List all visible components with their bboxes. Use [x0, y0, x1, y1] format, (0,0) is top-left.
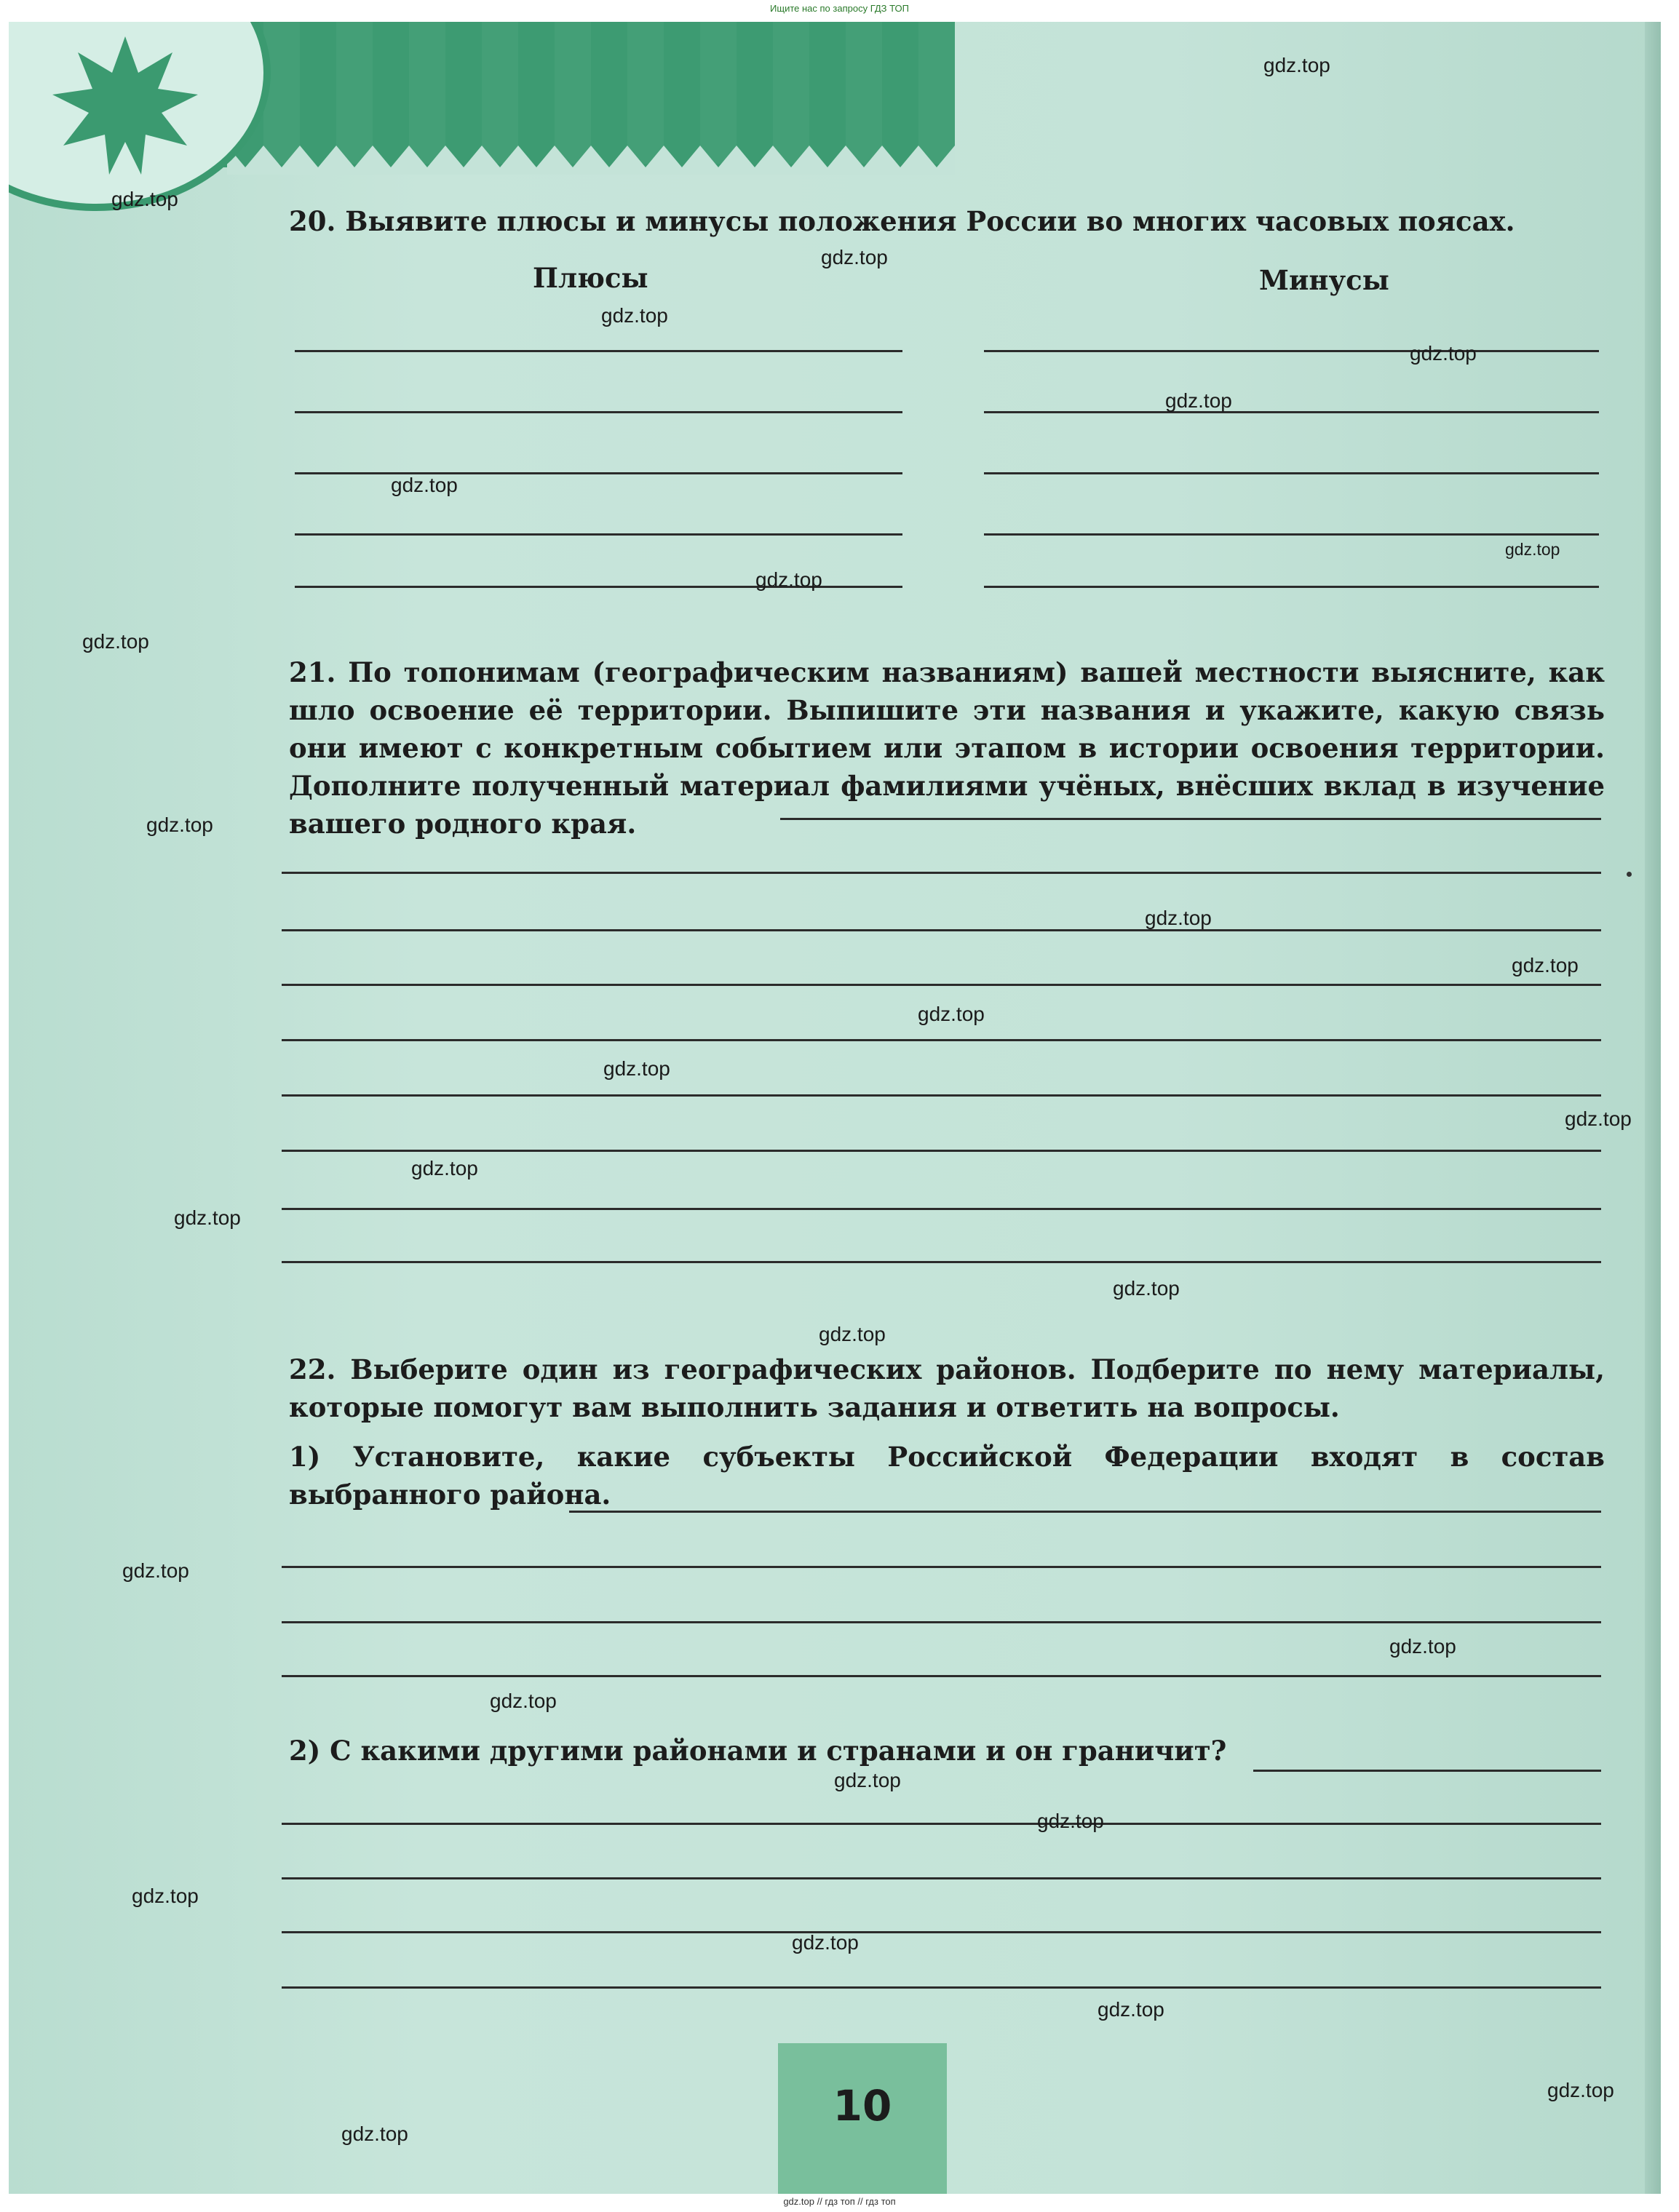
watermark: gdz.top: [821, 246, 888, 268]
task-22-2-answer-line[interactable]: [282, 1986, 1601, 1989]
task-22-1-answer-line[interactable]: [569, 1511, 1601, 1513]
minus-answer-line[interactable]: [984, 350, 1599, 352]
watermark: gdz.top: [603, 1057, 670, 1080]
minus-answer-line[interactable]: [984, 586, 1599, 588]
watermark: gdz.top: [918, 1003, 985, 1025]
task-21-answer-line[interactable]: [282, 1208, 1601, 1210]
plus-answer-line[interactable]: [295, 350, 902, 352]
watermark: gdz.top: [82, 630, 149, 653]
task-21-answer-line[interactable]: [282, 1039, 1601, 1041]
watermark: gdz.top: [490, 1690, 557, 1712]
task-22-2-answer-line[interactable]: [282, 1877, 1601, 1879]
watermark: gdz.top: [755, 568, 822, 591]
watermark: gdz.top: [1512, 954, 1579, 976]
page-number: 10: [833, 2081, 892, 2131]
minus-answer-line[interactable]: [984, 411, 1599, 413]
task-22-2-answer-line[interactable]: [1253, 1770, 1601, 1772]
task-22-2-answer-line[interactable]: [282, 1823, 1601, 1825]
task-22-1-answer-line[interactable]: [282, 1621, 1601, 1623]
plus-answer-line[interactable]: [295, 472, 902, 474]
watermark: gdz.top: [1565, 1107, 1632, 1130]
watermark: gdz.top: [1547, 2079, 1614, 2101]
watermark: gdz.top: [1165, 389, 1232, 412]
watermark: gdz.top: [1505, 540, 1560, 559]
page-number-box: [778, 2043, 947, 2194]
watermark: gdz.top: [1113, 1277, 1180, 1300]
watermark: gdz.top: [1263, 54, 1330, 76]
zigzag-border-icon: [227, 146, 955, 175]
star-icon: [52, 36, 198, 175]
top-search-notice: Ищите нас по запросу ГДЗ ТОП: [770, 3, 909, 14]
task-22-sub-1: 1) Установите, какие субъекты Российской Федерации входят в состав выбранного района.: [289, 1441, 1605, 1511]
watermark: gdz.top: [834, 1769, 901, 1791]
task-20-text: 20. Выявите плюсы и минусы положения России во многих часовых поясах.: [289, 205, 1515, 237]
task-21-answer-line[interactable]: [282, 984, 1601, 986]
task-21-text: 21. По топонимам (географическим названиям) вашей местности выясните, как шло освоение её территории. Выпишите эти названия и укажите, какую связь они имеют с конкретным событием или этапом в истории освоения территории. Дополните полученный материал фамилиями учёных, внёсших вклад в изучение вашего родного края.: [289, 656, 1605, 840]
task-22-sub-2: 2) С какими другими районами и странами и он граничит?: [289, 1735, 1227, 1767]
watermark: gdz.top: [132, 1885, 199, 1907]
minus-answer-line[interactable]: [984, 472, 1599, 474]
page-edge: [1645, 22, 1661, 2194]
watermark: gdz.top: [1389, 1635, 1456, 1658]
watermark: gdz.top: [146, 813, 213, 836]
task-21-answer-line[interactable]: [282, 1261, 1601, 1263]
watermark: gdz.top: [1037, 1810, 1104, 1832]
watermark: gdz.top: [111, 188, 178, 210]
watermark: gdz.top: [792, 1931, 859, 1954]
task-22-2-answer-line[interactable]: [282, 1931, 1601, 1933]
minus-answer-line[interactable]: [984, 533, 1599, 536]
task-22-1-answer-line[interactable]: [282, 1566, 1601, 1568]
watermark: gdz.top: [391, 474, 458, 496]
watermark: gdz.top: [1410, 342, 1477, 365]
watermark: gdz.top: [341, 2123, 408, 2145]
plus-answer-line[interactable]: [295, 411, 902, 413]
watermark: gdz.top: [601, 304, 668, 327]
bottom-links[interactable]: gdz.top // гдз топ // гдз топ: [783, 2196, 896, 2207]
task-22-text: 22. Выберите один из географических районов. Подберите по нему материалы, которые помогут вам выполнить задания и ответить на вопросы.: [289, 1353, 1605, 1423]
task-21-answer-line[interactable]: [282, 1094, 1601, 1097]
task-21-answer-line[interactable]: [282, 872, 1601, 874]
task-22-1-answer-line[interactable]: [282, 1675, 1601, 1677]
task-21-answer-line[interactable]: [780, 818, 1601, 820]
plus-column-header: Плюсы: [533, 262, 648, 294]
speck-dot: [1627, 872, 1632, 877]
watermark: gdz.top: [174, 1206, 241, 1229]
task-21-answer-line[interactable]: [282, 1150, 1601, 1152]
watermark: gdz.top: [122, 1559, 189, 1582]
plus-answer-line[interactable]: [295, 533, 902, 536]
task-21-answer-line[interactable]: [282, 929, 1601, 931]
watermark: gdz.top: [1145, 907, 1212, 929]
watermark: gdz.top: [1097, 1998, 1164, 2021]
watermark: gdz.top: [411, 1157, 478, 1179]
minus-column-header: Минусы: [1259, 264, 1389, 296]
watermark: gdz.top: [819, 1323, 886, 1345]
